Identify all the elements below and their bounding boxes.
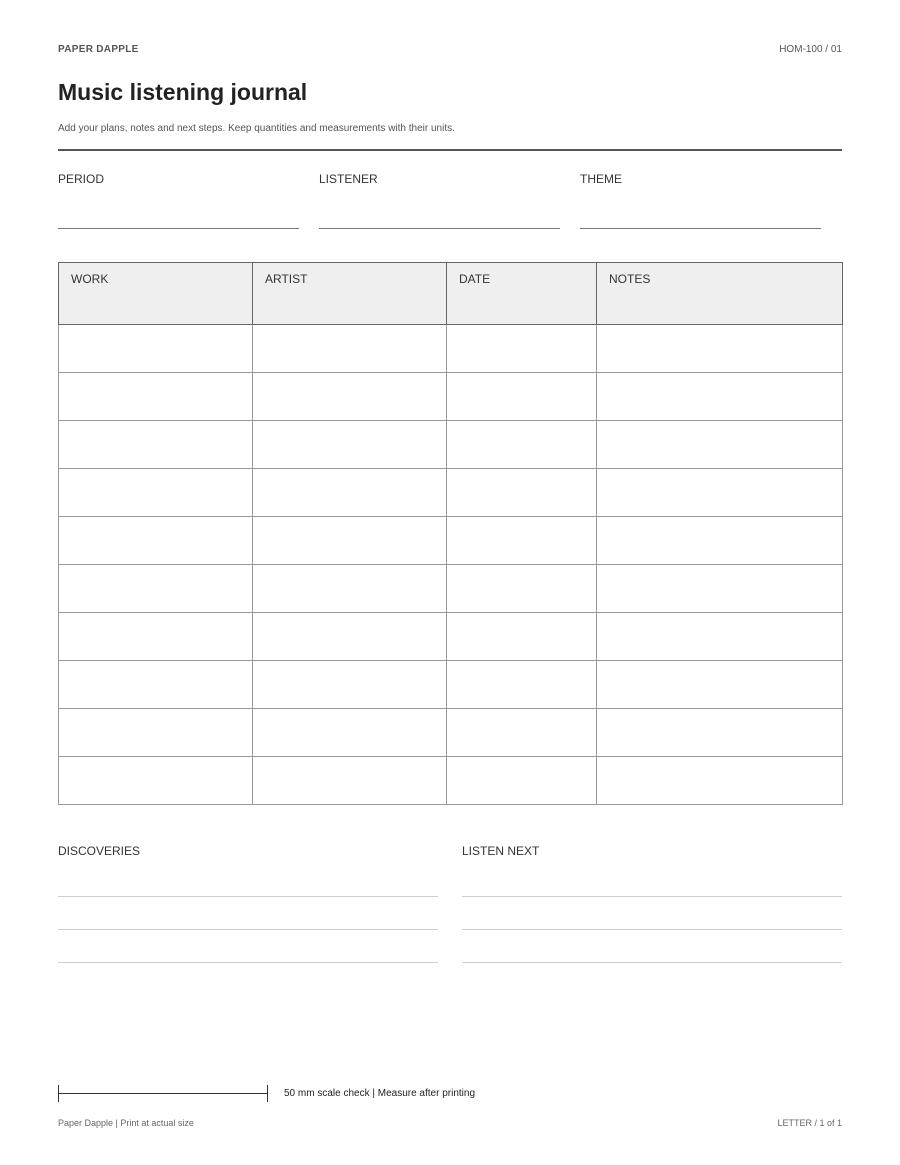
table-cell-work[interactable] xyxy=(59,421,253,469)
page-subtitle: Add your plans, notes and next steps. Keep quantities and measurements with their units. xyxy=(58,123,455,134)
table-cell-artist[interactable] xyxy=(253,709,447,757)
period-field[interactable] xyxy=(58,172,299,186)
table-cell-artist[interactable] xyxy=(253,373,447,421)
table-cell-notes[interactable] xyxy=(597,661,843,709)
table-cell-artist[interactable] xyxy=(253,421,447,469)
table-cell-work[interactable] xyxy=(59,613,253,661)
table-row xyxy=(59,469,843,517)
discoveries-label: DISCOVERIES xyxy=(58,844,141,858)
table-cell-notes[interactable] xyxy=(597,565,843,613)
listen-next-write-line[interactable] xyxy=(462,929,842,930)
table-cell-work[interactable] xyxy=(59,373,253,421)
table-cell-notes[interactable] xyxy=(597,517,843,565)
table-cell-work[interactable] xyxy=(59,565,253,613)
table-cell-work[interactable] xyxy=(59,661,253,709)
footer-right-text: LETTER / 1 of 1 xyxy=(777,1118,842,1128)
theme-field[interactable] xyxy=(580,172,821,186)
table-row xyxy=(59,373,843,421)
column-header-work: WORK xyxy=(59,263,253,325)
discoveries-write-line[interactable] xyxy=(58,962,438,963)
listen-next-write-line[interactable] xyxy=(462,896,842,897)
scale-check-text: 50 mm scale check | Measure after printing xyxy=(284,1088,476,1099)
table-cell-date[interactable] xyxy=(447,661,597,709)
period-write-line[interactable] xyxy=(58,228,299,229)
listening-log-table xyxy=(58,262,843,805)
table-cell-work[interactable] xyxy=(59,757,253,805)
table-cell-date[interactable] xyxy=(447,421,597,469)
table-cell-notes[interactable] xyxy=(597,373,843,421)
table-cell-notes[interactable] xyxy=(597,757,843,805)
listener-label: LISTENER xyxy=(319,172,378,186)
listen-next-section xyxy=(462,844,842,858)
table-cell-artist[interactable] xyxy=(253,757,447,805)
discoveries-write-line[interactable] xyxy=(58,929,438,930)
table-cell-artist[interactable] xyxy=(253,517,447,565)
table-cell-work[interactable] xyxy=(59,469,253,517)
table-cell-artist[interactable] xyxy=(253,325,447,373)
table-row xyxy=(59,517,843,565)
table-cell-date[interactable] xyxy=(447,373,597,421)
column-header-notes: NOTES xyxy=(597,263,843,325)
page-title: Music listening journal xyxy=(58,79,308,105)
journal-page xyxy=(58,0,842,1165)
scale-bar-tick-end xyxy=(267,1085,268,1102)
table-cell-artist[interactable] xyxy=(253,565,447,613)
table-cell-date[interactable] xyxy=(447,757,597,805)
table-cell-notes[interactable] xyxy=(597,613,843,661)
table-cell-artist[interactable] xyxy=(253,613,447,661)
table-cell-date[interactable] xyxy=(447,469,597,517)
column-header-date: DATE xyxy=(447,263,597,325)
period-label: PERIOD xyxy=(58,172,105,186)
column-header-artist: ARTIST xyxy=(253,263,447,325)
table-cell-artist[interactable] xyxy=(253,469,447,517)
table-cell-artist[interactable] xyxy=(253,661,447,709)
table-row xyxy=(59,709,843,757)
table-cell-notes[interactable] xyxy=(597,469,843,517)
table-cell-notes[interactable] xyxy=(597,421,843,469)
listen-next-write-line[interactable] xyxy=(462,962,842,963)
header-divider xyxy=(58,149,842,151)
scale-bar xyxy=(58,1085,268,1102)
table-cell-notes[interactable] xyxy=(597,325,843,373)
table-cell-work[interactable] xyxy=(59,325,253,373)
table-row xyxy=(59,565,843,613)
table-cell-date[interactable] xyxy=(447,517,597,565)
table-cell-notes[interactable] xyxy=(597,709,843,757)
table-cell-work[interactable] xyxy=(59,517,253,565)
table-row xyxy=(59,613,843,661)
table-row xyxy=(59,661,843,709)
table-cell-date[interactable] xyxy=(447,565,597,613)
scale-bar-tick-start xyxy=(58,1085,59,1102)
table-cell-date[interactable] xyxy=(447,709,597,757)
discoveries-section xyxy=(58,844,438,858)
scale-bar-line xyxy=(58,1093,268,1094)
footer-left-text: Paper Dapple | Print at actual size xyxy=(58,1118,194,1128)
theme-label: THEME xyxy=(580,172,622,186)
table-header-row xyxy=(59,263,843,325)
document-number: HOM-100 / 01 xyxy=(779,44,842,55)
table-cell-date[interactable] xyxy=(447,325,597,373)
listen-next-label: LISTEN NEXT xyxy=(462,844,540,858)
table-row xyxy=(59,421,843,469)
table-row xyxy=(59,757,843,805)
table-cell-work[interactable] xyxy=(59,709,253,757)
brand-name: PAPER DAPPLE xyxy=(58,44,139,55)
table-cell-date[interactable] xyxy=(447,613,597,661)
listener-field[interactable] xyxy=(319,172,560,186)
listener-write-line[interactable] xyxy=(319,228,560,229)
table-row xyxy=(59,325,843,373)
discoveries-write-line[interactable] xyxy=(58,896,438,897)
theme-write-line[interactable] xyxy=(580,228,821,229)
